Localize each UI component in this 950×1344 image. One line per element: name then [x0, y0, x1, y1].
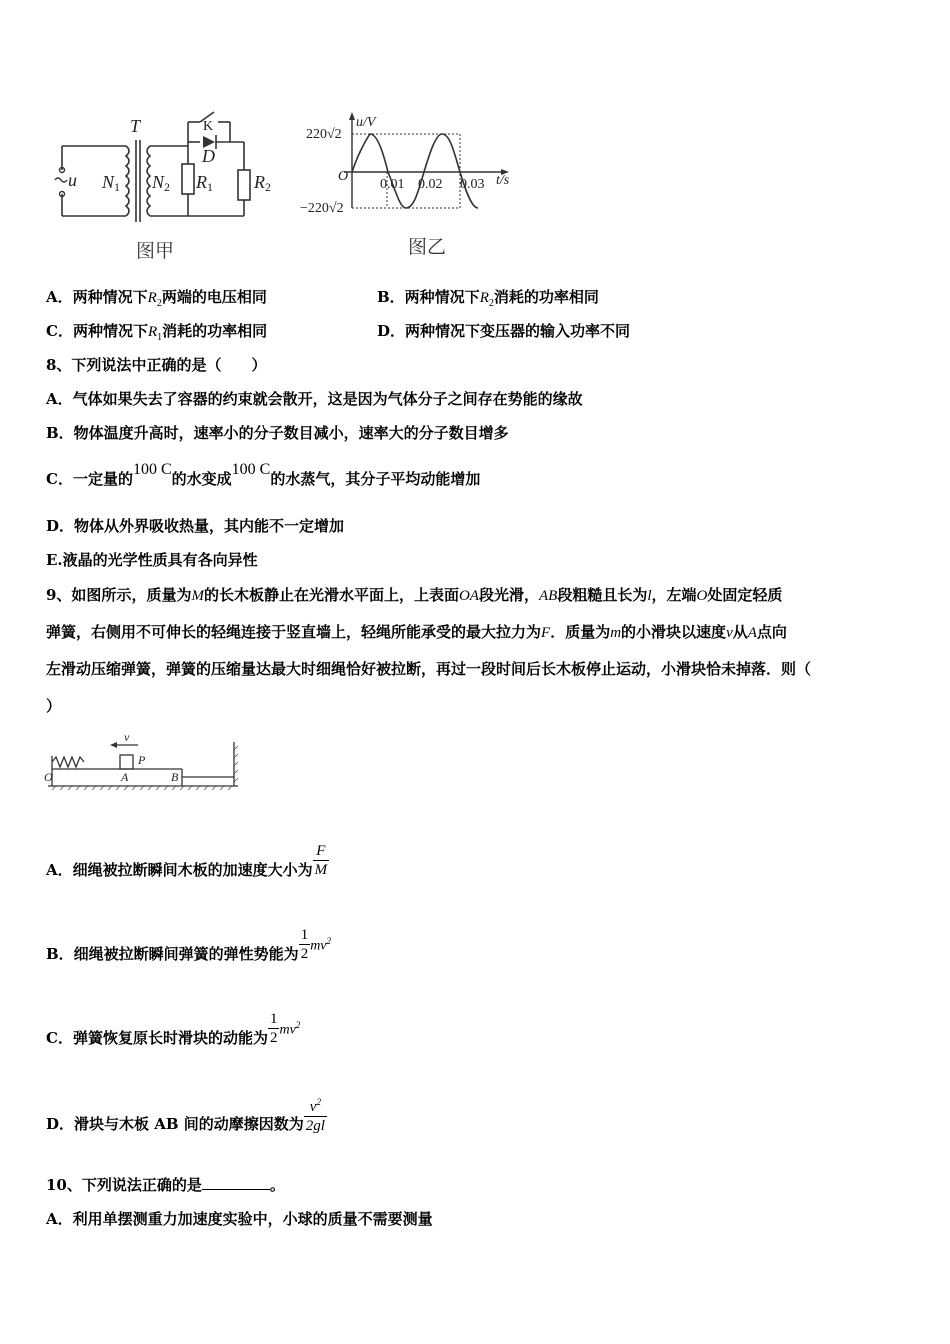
q7-option-b: B．两种情况下$R_2$消耗的功率相同	[377, 288, 599, 309]
q7-option-d: D．两种情况下变压器的输入功率不同	[377, 322, 631, 340]
q9-stem-line1: 9、如图所示，质量为M的长木板静止在光滑水平面上，上表面OA段光滑，AB段粗糙且长为l，左端O处固定轻质	[46, 586, 783, 604]
q9-option-d: D．滑块与木板 AB 间的动摩擦因数为 $\frac{v^2}{2gl}$	[46, 1090, 327, 1138]
waveform-caption: 图乙	[408, 236, 447, 258]
q10-option-a: A．利用单摆测重力加速度实验中，小球的质量不需要测量	[46, 1210, 433, 1228]
q9-stem-line3: 左滑动压缩弹簧，弹簧的压缩量达最大时细绳恰好被拉断，再过一段时间后长木板停止运动，小滑块恰未掉落．则（	[46, 660, 812, 678]
fraction-one-half: $\frac{1}{2}$	[300, 926, 309, 962]
circuit-label-D: D	[202, 146, 215, 166]
circuit-label-R1: R1	[196, 172, 213, 194]
q9-option-b: B．细绳被拉断瞬间弹簧的弹性势能为 $\frac{1}{2}$ $mv^2$	[46, 926, 332, 963]
q8-option-e: E.液晶的光学性质具有各向异性	[46, 551, 258, 569]
wave-origin: O	[338, 169, 349, 184]
q10-stem: 10、下列说法正确的是 。	[46, 1176, 285, 1194]
q7-option-c: C．两种情况下$R_1$消耗的功率相同	[46, 322, 268, 343]
board-label-v: v	[124, 730, 130, 744]
q8-option-c: C．一定量的100 C的水变成100 C的水蒸气，其分子平均动能增加	[46, 461, 481, 488]
circuit-label-K: K	[203, 119, 214, 134]
board-label-o: O	[44, 770, 53, 784]
voltage-waveform	[300, 108, 530, 218]
q9-option-a: A．细绳被拉断瞬间木板的加速度大小为 $\frac{F}{M}$	[46, 842, 328, 879]
q7-option-a: A．两种情况下$R_2$两端的电压相同	[46, 288, 267, 309]
fraction-one-half: $\frac{1}{2}$	[269, 1010, 278, 1046]
wave-ymax: 220√2	[306, 127, 342, 142]
wave-t3: 0.03	[460, 177, 485, 192]
q9-stem-line2: 弹簧，右侧用不可伸长的轻绳连接于竖直墙上，轻绳所能承受的最大拉力为F．质量为m的小滑块以速度v从A点向	[46, 623, 787, 641]
board-label-b: B	[171, 770, 179, 784]
q8-option-b: B．物体温度升高时，速率小的分子数目减小，速率大的分子数目增多	[46, 424, 509, 442]
circuit-label-u: u	[68, 170, 77, 190]
circuit-label-R2: R2	[254, 172, 271, 194]
wave-ymin: −220√2	[300, 201, 344, 216]
q8-option-d: D．物体从外界吸收热量，其内能不一定增加	[46, 517, 345, 535]
answer-blank[interactable]	[202, 1175, 270, 1190]
q9-option-c: C．弹簧恢复原长时滑块的动能为 $\frac{1}{2}$ $mv^2$	[46, 1010, 301, 1047]
fraction-f-over-m: $\frac{F}{M}$	[314, 842, 328, 878]
circuit-label-T: T	[130, 116, 141, 136]
wave-t1: 0.01	[380, 177, 405, 192]
fraction-v2-over-2gl: $\frac{v^2}{2gl}$	[305, 1097, 325, 1134]
q8-stem: 8、下列说法中正确的是（ ）	[46, 356, 267, 374]
circuit-label-N2: N2	[152, 172, 171, 194]
q8-option-a: A．气体如果失去了容器的约束就会散开，这是因为气体分子之间存在势能的缘故	[46, 390, 583, 408]
circuit-label-N1: N1	[102, 172, 121, 194]
wave-ylabel: u/V	[356, 115, 376, 130]
circuit-caption: 图甲	[136, 240, 175, 262]
board-label-p: P	[138, 753, 146, 767]
wave-t2: 0.02	[418, 177, 443, 192]
board-spring-diagram	[44, 730, 244, 800]
q9-stem-line4: ）	[46, 697, 62, 715]
wave-xlabel: t/s	[496, 173, 510, 188]
board-label-a: A	[121, 770, 129, 784]
